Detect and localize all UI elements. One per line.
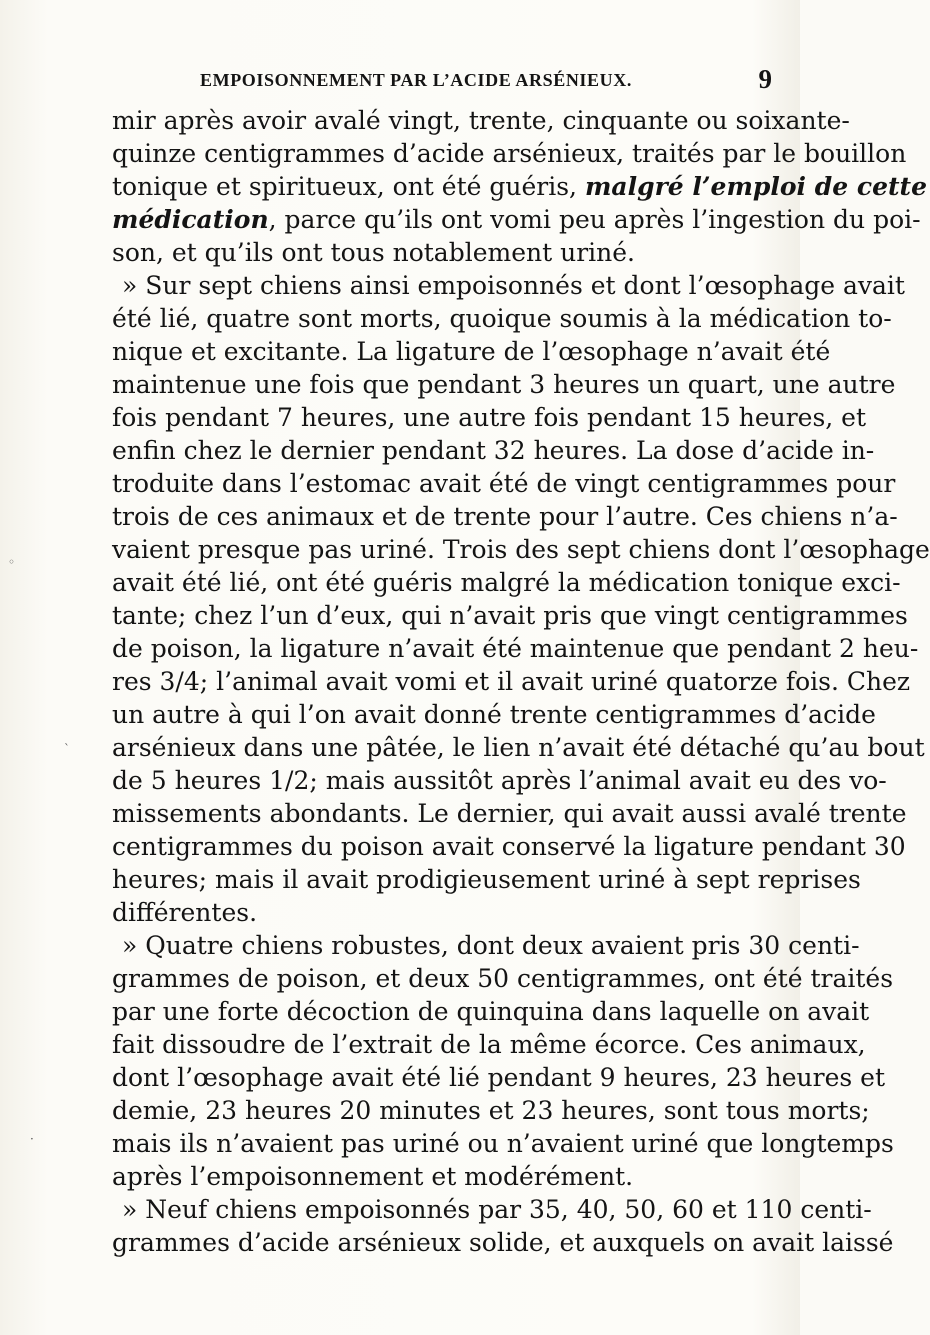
text-line-7: été lié, quatre sont morts, quoique soumis à la médication to- <box>112 304 892 333</box>
text-line-18: res 3/4; l’animal avait vomi et il avait uriné quatorze fois. Chez <box>112 667 911 696</box>
text-line-1: mir après avoir avalé vingt, trente, cinquante ou soixante- <box>112 106 850 135</box>
margin-speck: · <box>30 1132 34 1146</box>
text-line-23: centigrammes du poison avait conservé la ligature pendant 30 <box>112 832 906 861</box>
text-line-29: fait dissoudre de l’extrait de la même écorce. Ces animaux, <box>112 1030 866 1059</box>
text-line-12: troduite dans l’estomac avait été de vingt centigrammes pour <box>112 469 896 498</box>
text-line-26: » Quatre chiens robustes, dont deux avaient pris 30 centi- <box>122 931 860 960</box>
text-line-10: fois pendant 7 heures, une autre fois pendant 15 heures, et <box>112 403 867 432</box>
text-line-5: son, et qu’ils ont tous notablement uriné. <box>112 238 635 267</box>
text-line-27: grammes de poison, et deux 50 centigrammes, ont été traités <box>112 964 894 993</box>
text-line-31: demie, 23 heures 20 minutes et 23 heures, sont tous morts; <box>112 1096 870 1125</box>
text-line-35: grammes d’acide arsénieux solide, et auxquels on avait laissé <box>112 1228 894 1257</box>
text-line-6: » Sur sept chiens ainsi empoisonnés et dont l’œsophage avait <box>122 271 905 300</box>
text-line-3-italic: malgré l’emploi de cette <box>584 172 927 201</box>
text-line-22: missements abondants. Le dernier, qui avait aussi avalé trente <box>112 799 907 828</box>
text-line-3-roman: tonique et spiritueux, ont été guéris, <box>112 172 585 201</box>
text-line-32: mais ils n’avaient pas uriné ou n’avaient uriné que longtemps <box>112 1129 894 1158</box>
text-line-2: quinze centigrammes d’acide arsénieux, traités par le bouillon <box>112 139 907 168</box>
text-line-9: maintenue une fois que pendant 3 heures un quart, une autre <box>112 370 896 399</box>
text-line-19: un autre à qui l’on avait donné trente centigrammes d’acide <box>112 700 876 729</box>
text-line-20: arsénieux dans une pâtée, le lien n’avait été détaché qu’au bout <box>112 733 925 762</box>
text-line-16: tante; chez l’un d’eux, qui n’avait pris que vingt centigrammes <box>112 601 908 630</box>
page-number: 9 <box>758 64 772 94</box>
text-line-11: enfin chez le dernier pendant 32 heures. La dose d’acide in- <box>112 436 875 465</box>
text-line-15: avait été lié, ont été guéris malgré la médication tonique exci- <box>112 568 901 597</box>
text-line-17: de poison, la ligature n’avait été maintenue que pendant 2 heu- <box>112 634 919 663</box>
text-line-24: heures; mais il avait prodigieusement uriné à sept reprises <box>112 865 861 894</box>
margin-dot: ◦ <box>8 555 16 569</box>
running-head <box>112 62 772 102</box>
text-line-4 <box>112 203 921 236</box>
text-line-30: dont l’œsophage avait été lié pendant 9 heures, 23 heures et <box>112 1063 886 1092</box>
text-line-8: nique et excitante. La ligature de l’œsophage n’avait été <box>112 337 831 366</box>
text-line-3 <box>112 170 927 203</box>
text-line-34: » Neuf chiens empoisonnés par 35, 40, 50, 60 et 110 centi- <box>122 1195 872 1224</box>
text-line-4-italic: médication <box>112 205 269 234</box>
margin-tick: ` <box>64 742 70 756</box>
body-text <box>112 104 930 1259</box>
text-line-25: différentes. <box>112 898 258 927</box>
text-line-33: après l’empoisonnement et modérément. <box>112 1162 634 1191</box>
text-line-14: vaient presque pas uriné. Trois des sept chiens dont l’œsophage <box>112 535 930 564</box>
text-line-13: trois de ces animaux et de trente pour l’autre. Ces chiens n’a- <box>112 502 898 531</box>
text-line-4-roman: , parce qu’ils ont vomi peu après l’ingestion du poi- <box>268 205 921 234</box>
text-line-21: de 5 heures 1/2; mais aussitôt après l’animal avait eu des vo- <box>112 766 887 795</box>
text-line-28: par une forte décoction de quinquina dans laquelle on avait <box>112 997 870 1026</box>
running-title: EMPOISONNEMENT PAR L’ACIDE ARSÉNIEUX. <box>200 70 632 90</box>
